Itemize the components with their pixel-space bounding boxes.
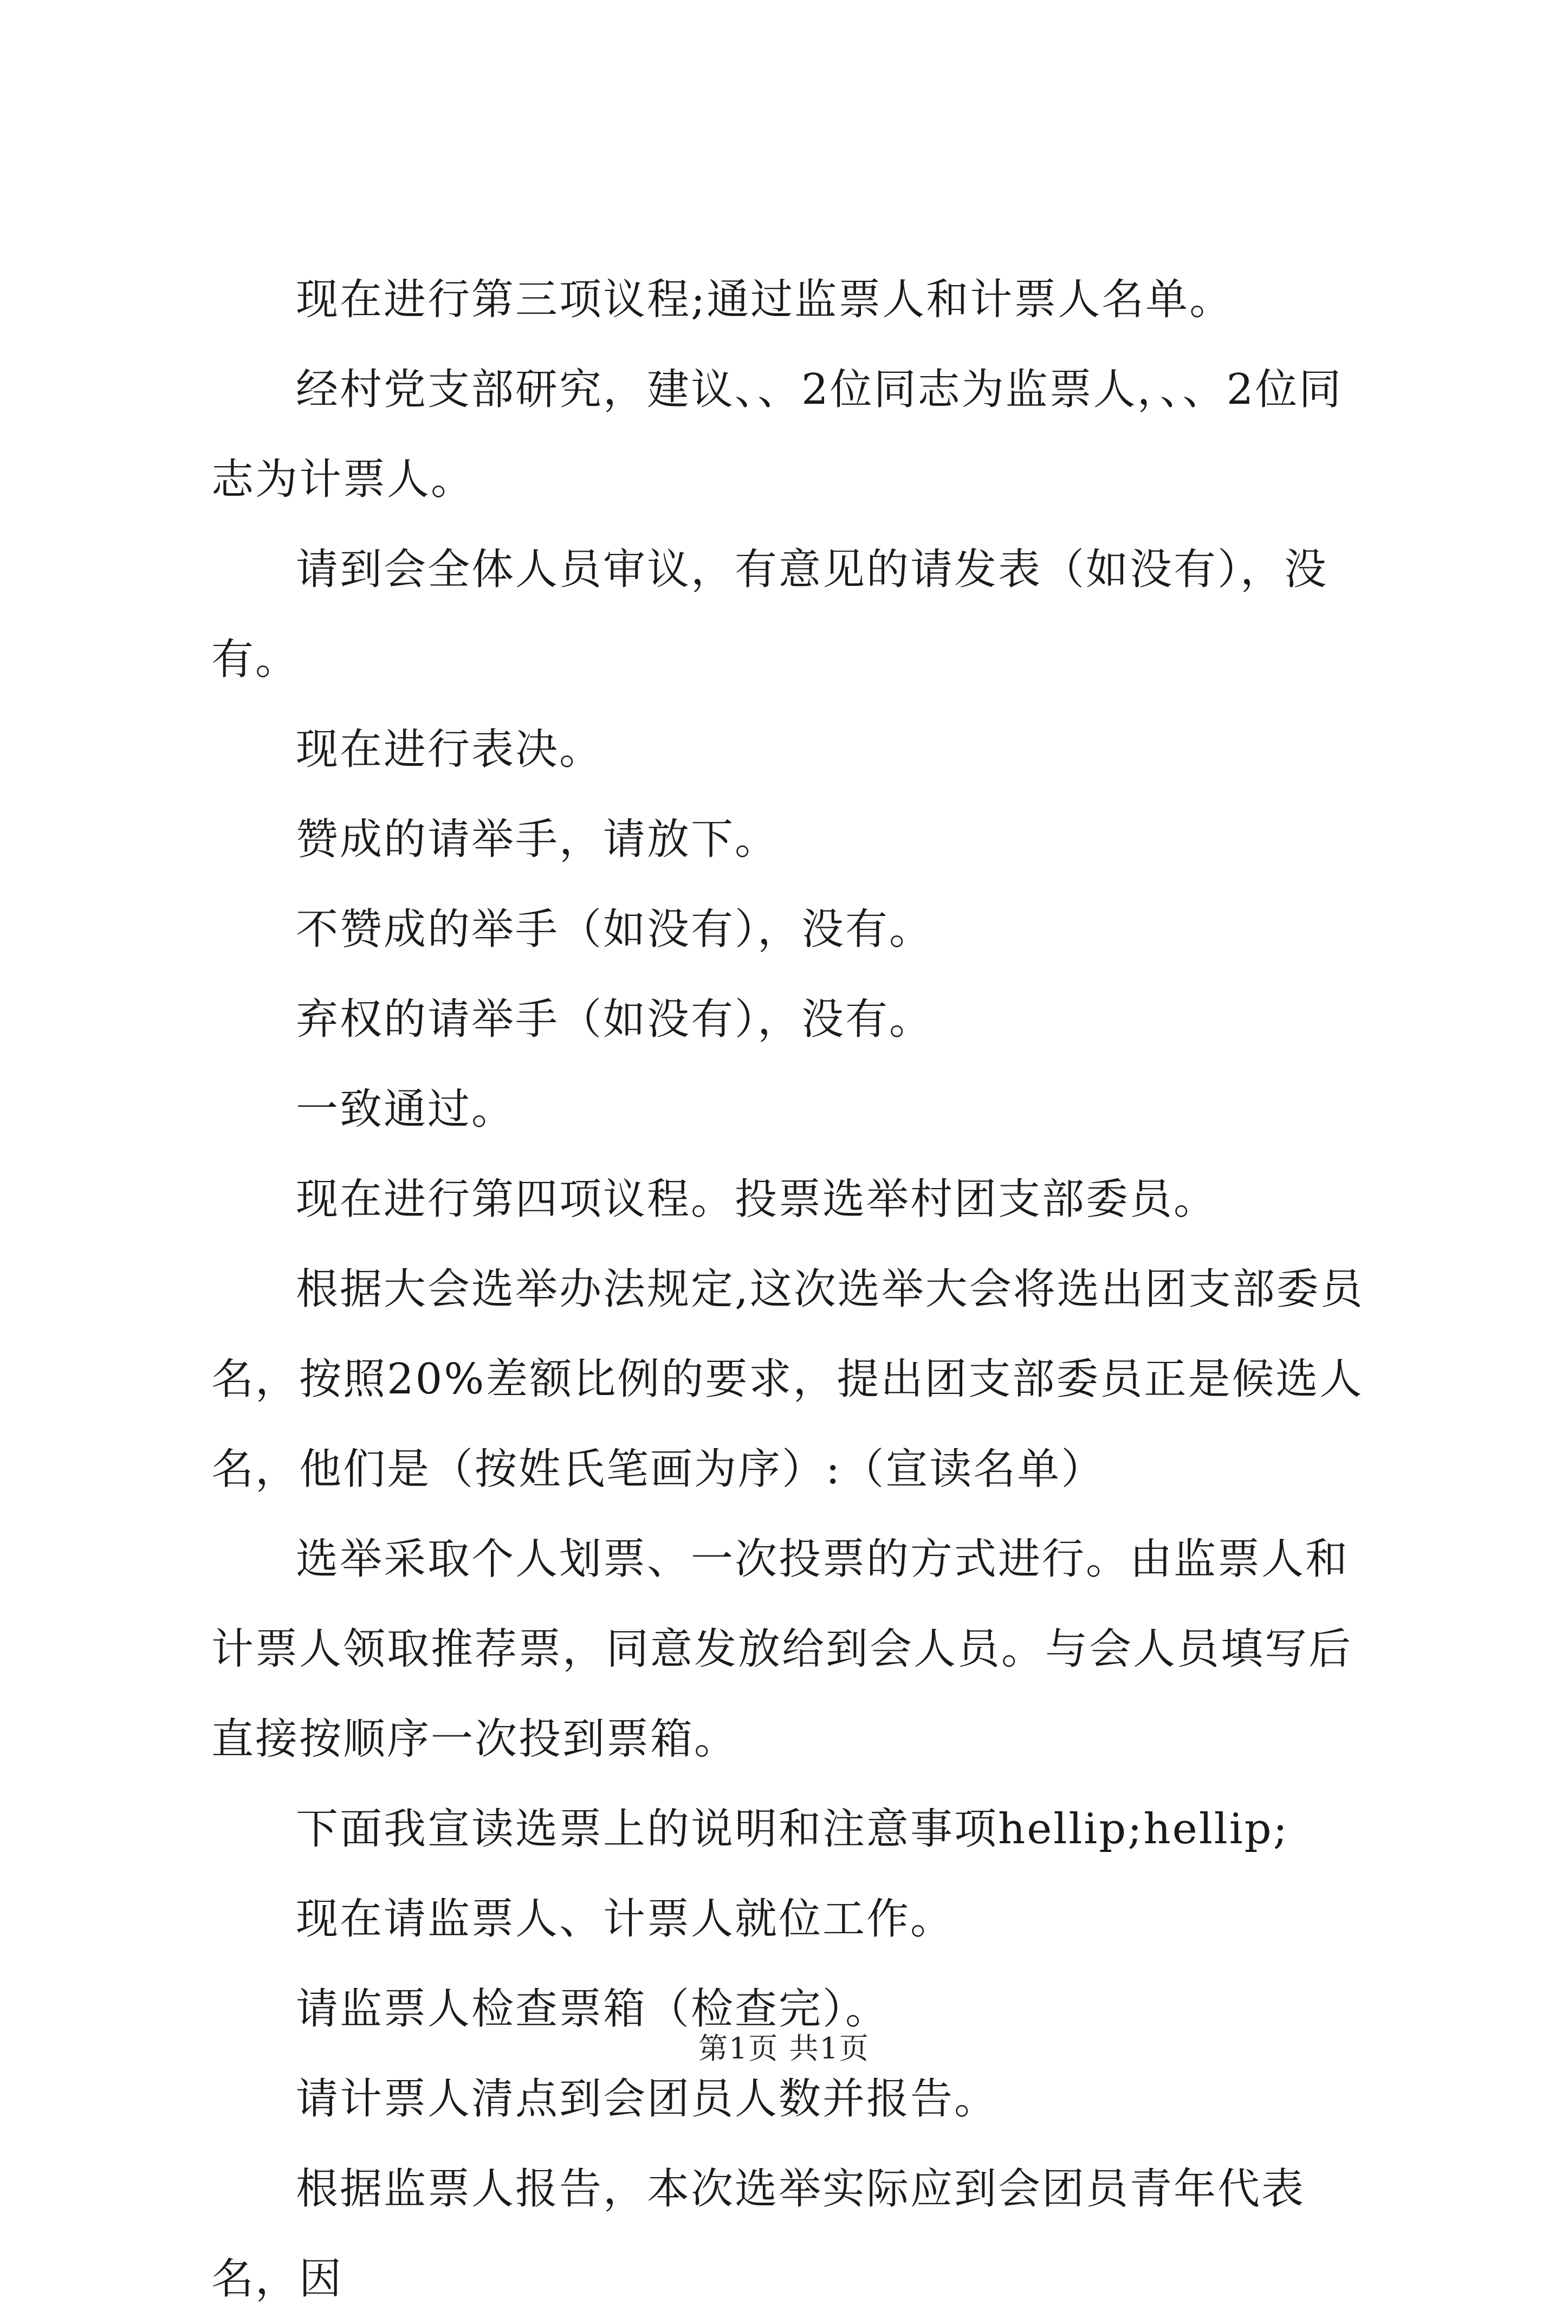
paragraph: 下面我宣读选票上的说明和注意事项hellip;hellip; <box>296 1805 1289 1854</box>
paragraph: 现在进行表决。 <box>296 725 604 774</box>
paragraph: 请到会全体人员审议，有意见的请发表（如没有），没有。 <box>211 545 1329 684</box>
paragraph: 请监票人检查票箱（检查完）。 <box>296 1985 890 2033</box>
document-body <box>211 255 1382 2324</box>
paragraph: 现在进行第四项议程。投票选举村团支部委员。 <box>296 1175 1218 1224</box>
paragraph: 赞成的请举手，请放下。 <box>296 815 779 864</box>
paragraph: 现在进行第三项议程;通过监票人和计票人名单。 <box>296 275 1234 324</box>
paragraph: 弃权的请举手（如没有），没有。 <box>296 995 934 1044</box>
paragraph: 不赞成的举手（如没有），没有。 <box>296 905 934 954</box>
paragraph: 根据大会选举办法规定,这次选举大会将选出团支部委员名，按照20%差额比例的要求，提出团支部委员正是候选人名，他们是（按姓氏笔画为序）:（宣读名单） <box>211 1265 1364 1494</box>
paragraph: 根据监票人报告，本次选举实际应到会团员青年代表名，因 <box>211 2165 1306 2303</box>
paragraph: 现在请监票人、计票人就位工作。 <box>296 1895 955 1944</box>
paragraph: 请计票人清点到会团员人数并报告。 <box>296 2075 999 2123</box>
page-footer: 第1页 共1页 <box>698 2031 870 2065</box>
paragraph: 经村党支部研究，建议、、2位同志为监票人，、、2位同志为计票人。 <box>211 365 1343 504</box>
paragraph: 一致通过。 <box>296 1085 516 1134</box>
paragraph: 选举采取个人划票、一次投票的方式进行。由监票人和计票人领取推荐票，同意发放给到会人员。与会人员填写后直接按顺序一次投到票箱。 <box>211 1535 1353 1764</box>
